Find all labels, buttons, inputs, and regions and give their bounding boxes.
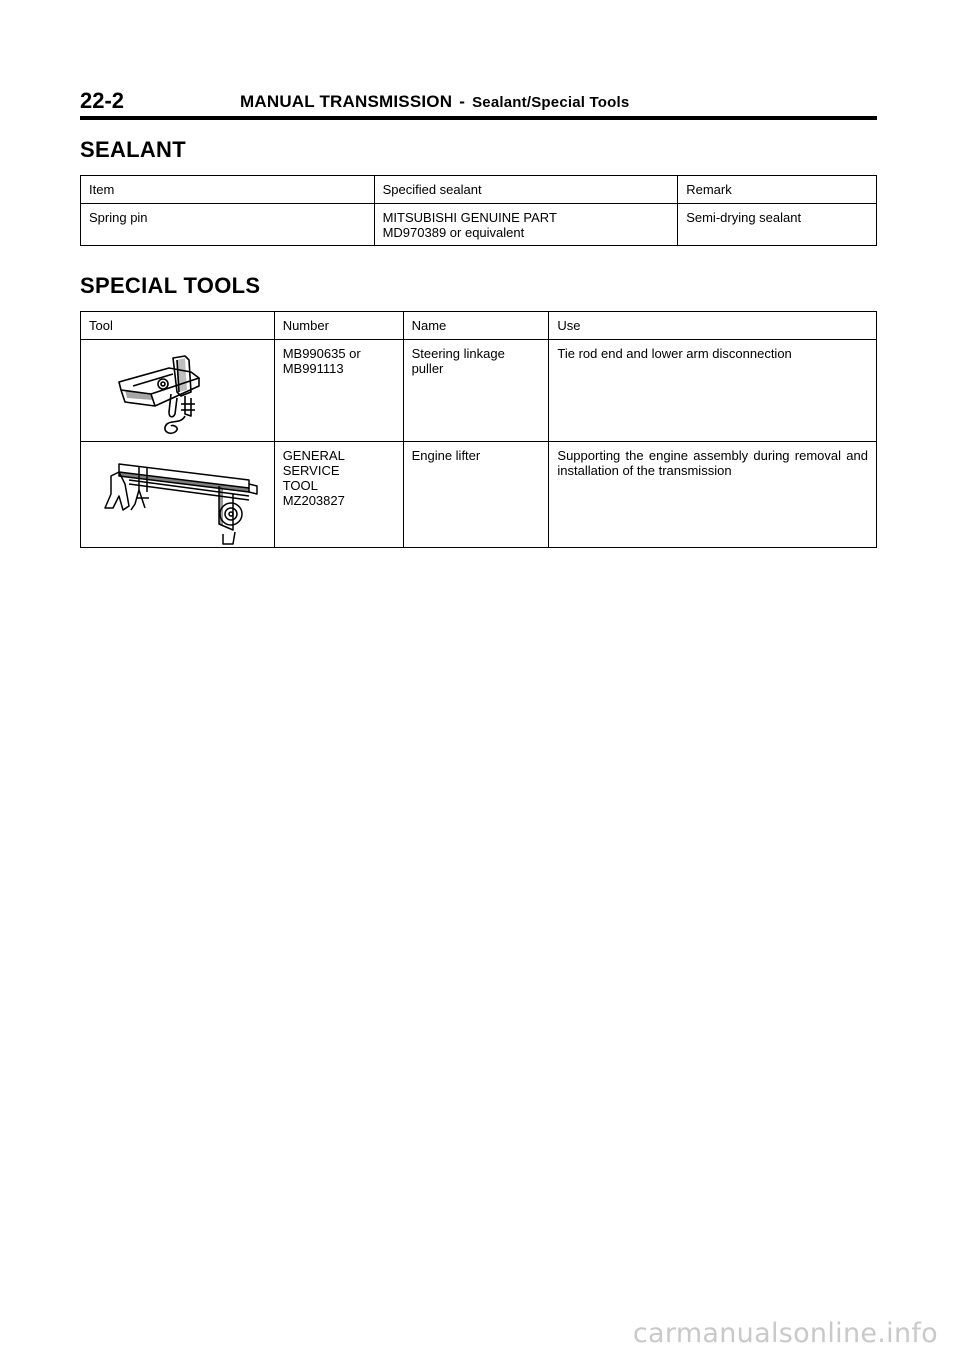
sealant-heading: SEALANT (80, 137, 186, 162)
section-title (240, 92, 629, 112)
cell-remark: Semi-drying sealant (678, 204, 877, 246)
number-line: SERVICE (282, 463, 340, 478)
column-header-use: Use (549, 312, 877, 340)
cell-item: Spring pin (81, 204, 375, 246)
steering-linkage-puller-icon (111, 348, 241, 438)
cell-tool-image (81, 442, 275, 548)
name-line: puller (411, 361, 444, 376)
column-header-item: Item (81, 176, 375, 204)
cell-specified-sealant (374, 204, 678, 246)
special-tools-table (80, 311, 877, 548)
number-line: MZ203827 (282, 493, 345, 508)
watermark: carmanualsonline.info (632, 1318, 938, 1349)
title-dash: - (459, 92, 466, 111)
cell-number (274, 340, 403, 442)
cell-tool-image (81, 340, 275, 442)
name-line: Steering linkage (411, 346, 505, 361)
engine-lifter-icon (99, 450, 269, 548)
table-row (81, 442, 877, 548)
cell-name (403, 340, 549, 442)
column-header-name: Name (403, 312, 549, 340)
section-subtitle: Sealant/Special Tools (472, 94, 630, 111)
sealant-table (80, 175, 877, 246)
manual-title: MANUAL TRANSMISSION (240, 92, 453, 111)
cell-use: Supporting the engine assembly during removal and installation of the transmission (549, 442, 877, 548)
number-line: GENERAL (282, 448, 345, 463)
number-line: MB990635 or (282, 346, 361, 361)
cell-number (274, 442, 403, 548)
cell-name (403, 442, 549, 548)
table-row (81, 340, 877, 442)
number-line: TOOL (282, 478, 318, 493)
cell-use: Tie rod end and lower arm disconnection (549, 340, 877, 442)
table-header-row (81, 312, 877, 340)
page-header (80, 90, 877, 120)
column-header-number: Number (274, 312, 403, 340)
column-header-tool: Tool (81, 312, 275, 340)
special-tools-heading: SPECIAL TOOLS (80, 273, 261, 298)
column-header-remark: Remark (678, 176, 877, 204)
table-row (81, 204, 877, 246)
table-header-row (81, 176, 877, 204)
number-line: MB991113 (282, 361, 344, 376)
sealant-line: MITSUBISHI GENUINE PART (382, 210, 557, 225)
page-number: 22-2 (80, 88, 125, 113)
sealant-line: MD970389 or equivalent (382, 225, 525, 240)
column-header-specified-sealant: Specified sealant (374, 176, 678, 204)
name-line: Engine lifter (411, 448, 481, 463)
